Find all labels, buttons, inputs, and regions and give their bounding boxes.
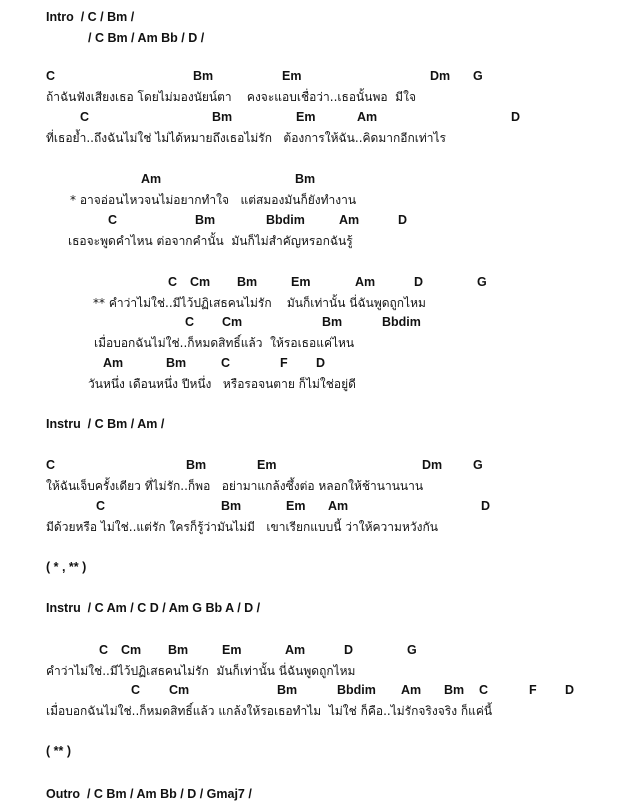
chord-verse1-0-4: G [473, 69, 483, 83]
repeat-marker: ( * , ** ) [46, 560, 87, 574]
chord-pre_chorus-1-0: C [108, 213, 118, 227]
chord-verse1-1-3: Am [357, 110, 378, 124]
lyric-chorus-1: เมื่อบอกฉันไม่ใช่..ก็หมดสิทธิ์แล้ว ให้รอเธอแค่ไหน [94, 335, 355, 350]
chord-chorus-0-2: Bm [237, 275, 258, 289]
chord-verse2-1-4: D [481, 499, 491, 513]
chord-chorus-1-1: Cm [222, 315, 243, 329]
chord-final_chorus-0-1: Cm [121, 643, 142, 657]
chord-pre_chorus-1-4: D [398, 213, 408, 227]
instru-line-2: Instru / C Am / C D / Am G Bb A / D / [46, 601, 261, 615]
chord-verse1-0-1: Bm [193, 69, 214, 83]
chord-verse2-1-0: C [96, 499, 106, 513]
lyric-pre_chorus-0: * อาจอ่อนไหวจนไม่อยากทำใจ แต่สมองมันก็ยังทำงาน [70, 192, 357, 207]
chord-chorus-0-3: Em [291, 275, 311, 289]
chord-final_chorus-1-1: Cm [169, 683, 190, 697]
chord-final_chorus-1-8: D [565, 683, 575, 697]
chord-chorus-1-3: Bbdim [382, 315, 421, 329]
chord-final_chorus-1-3: Bbdim [337, 683, 376, 697]
chord-final_chorus-0-5: D [344, 643, 354, 657]
chord-final_chorus-1-7: F [529, 683, 537, 697]
chord-pre_chorus-1-1: Bm [195, 213, 216, 227]
lyric-chorus-2: วันหนึ่ง เดือนหนึ่ง ปีหนึ่ง หรือรอจนตาย ก็ไม่ใช่อยู่ดี [88, 376, 356, 391]
chord-final_chorus-1-2: Bm [277, 683, 298, 697]
chord-verse2-0-0: C [46, 458, 56, 472]
chord-pre_chorus-0-1: Bm [295, 172, 316, 186]
chord-chorus-2-4: D [316, 356, 326, 370]
chord-chorus-2-0: Am [103, 356, 124, 370]
lyric-final_chorus-1: เมื่อบอกฉันไม่ใช่..ก็หมดสิทธิ์แล้ว แกล้งให้รอเธอทำไม ไม่ใช่ ก็คือ..ไม่รักจริงจริง ก็แค่นี้ [46, 703, 493, 718]
lyric-final_chorus-0: คำว่าไม่ใช่..มีไว้ปฏิเสธคนไม่รัก มันก็เท่านั้น นี่ฉันพูดถูกไหม [46, 663, 356, 678]
chord-final_chorus-1-4: Am [401, 683, 422, 697]
chord-final_chorus-1-6: C [479, 683, 489, 697]
chord-final_chorus-0-4: Am [285, 643, 306, 657]
lyric-chorus-0: ** คำว่าไม่ใช่..มีไว้ปฏิเสธคนไม่รัก มันก็เท่านั้น นี่ฉันพูดถูกไหม [93, 295, 426, 310]
chord-pre_chorus-0-0: Am [141, 172, 162, 186]
chord-chorus-0-6: G [477, 275, 487, 289]
chord-verse1-0-3: Dm [430, 69, 451, 83]
chord-chorus-2-1: Bm [166, 356, 187, 370]
lyric-pre_chorus-1: เธอจะพูดคำไหน ต่อจากคำนั้น มันก็ไม่สำคัญหรอกฉันรู้ [68, 233, 353, 248]
chord-verse2-0-2: Em [257, 458, 277, 472]
intro-line: Intro / C / Bm / [46, 10, 135, 24]
lyric-verse1-1: ที่เธอย้ำ..ถึงฉันไม่ใช่ ไม่ได้หมายถึงเธอไม่รัก ต้องการให้ฉัน..คิดมากอีกเท่าไร [46, 130, 446, 145]
chord-pre_chorus-1-3: Am [339, 213, 360, 227]
lyric-verse2-0: ให้ฉันเจ็บครั้งเดียว ที่ไม่รัก..ก็พอ อย่ามาแกล้งซึ้งต่อ หลอกให้ช้านานนาน [46, 478, 424, 493]
chord-verse1-1-2: Em [296, 110, 316, 124]
chord-verse2-1-1: Bm [221, 499, 242, 513]
chord-final_chorus-0-6: G [407, 643, 417, 657]
chord-final_chorus-1-5: Bm [444, 683, 465, 697]
chord-chorus-0-5: D [414, 275, 424, 289]
intro-line-2: / C Bm / Am Bb / D / [88, 31, 205, 45]
chord-pre_chorus-1-2: Bbdim [266, 213, 305, 227]
chord-verse2-1-2: Em [286, 499, 306, 513]
lyric-verse2-1: มีด้วยหรือ ไม่ใช่..แต่รัก ใครก็รู้ว่ามันไม่มี เขาเรียกแบบนี้ ว่าให้ความหวังกัน [46, 519, 438, 534]
outro-line: Outro / C Bm / Am Bb / D / Gmaj7 / [46, 787, 252, 801]
repeat-marker-2: ( ** ) [46, 744, 71, 758]
chord-chorus-0-0: C [168, 275, 178, 289]
chord-final_chorus-0-3: Em [222, 643, 242, 657]
chord-verse2-0-1: Bm [186, 458, 207, 472]
chord-verse1-1-4: D [511, 110, 521, 124]
chord-verse2-1-3: Am [328, 499, 349, 513]
chord-final_chorus-1-0: C [131, 683, 141, 697]
instru-line: Instru / C Bm / Am / [46, 417, 165, 431]
chord-chorus-1-0: C [185, 315, 195, 329]
chord-chorus-2-2: C [221, 356, 231, 370]
chord-chorus-1-2: Bm [322, 315, 343, 329]
chord-final_chorus-0-2: Bm [168, 643, 189, 657]
chord-chorus-0-1: Cm [190, 275, 211, 289]
chord-verse1-0-2: Em [282, 69, 302, 83]
chord-verse1-1-0: C [80, 110, 90, 124]
chord-final_chorus-0-0: C [99, 643, 109, 657]
chord-verse1-0-0: C [46, 69, 56, 83]
chord-verse2-0-3: Dm [422, 458, 443, 472]
chord-chorus-0-4: Am [355, 275, 376, 289]
chord-verse2-0-4: G [473, 458, 483, 472]
lyric-verse1-0: ถ้าฉันฟังเสียงเธอ โดยไม่มองนัยน์ตา คงจะแอบเชื่อว่า..เธอนั้นพอ มีใจ [46, 89, 416, 104]
chord-verse1-1-1: Bm [212, 110, 233, 124]
chord-chorus-2-3: F [280, 356, 288, 370]
